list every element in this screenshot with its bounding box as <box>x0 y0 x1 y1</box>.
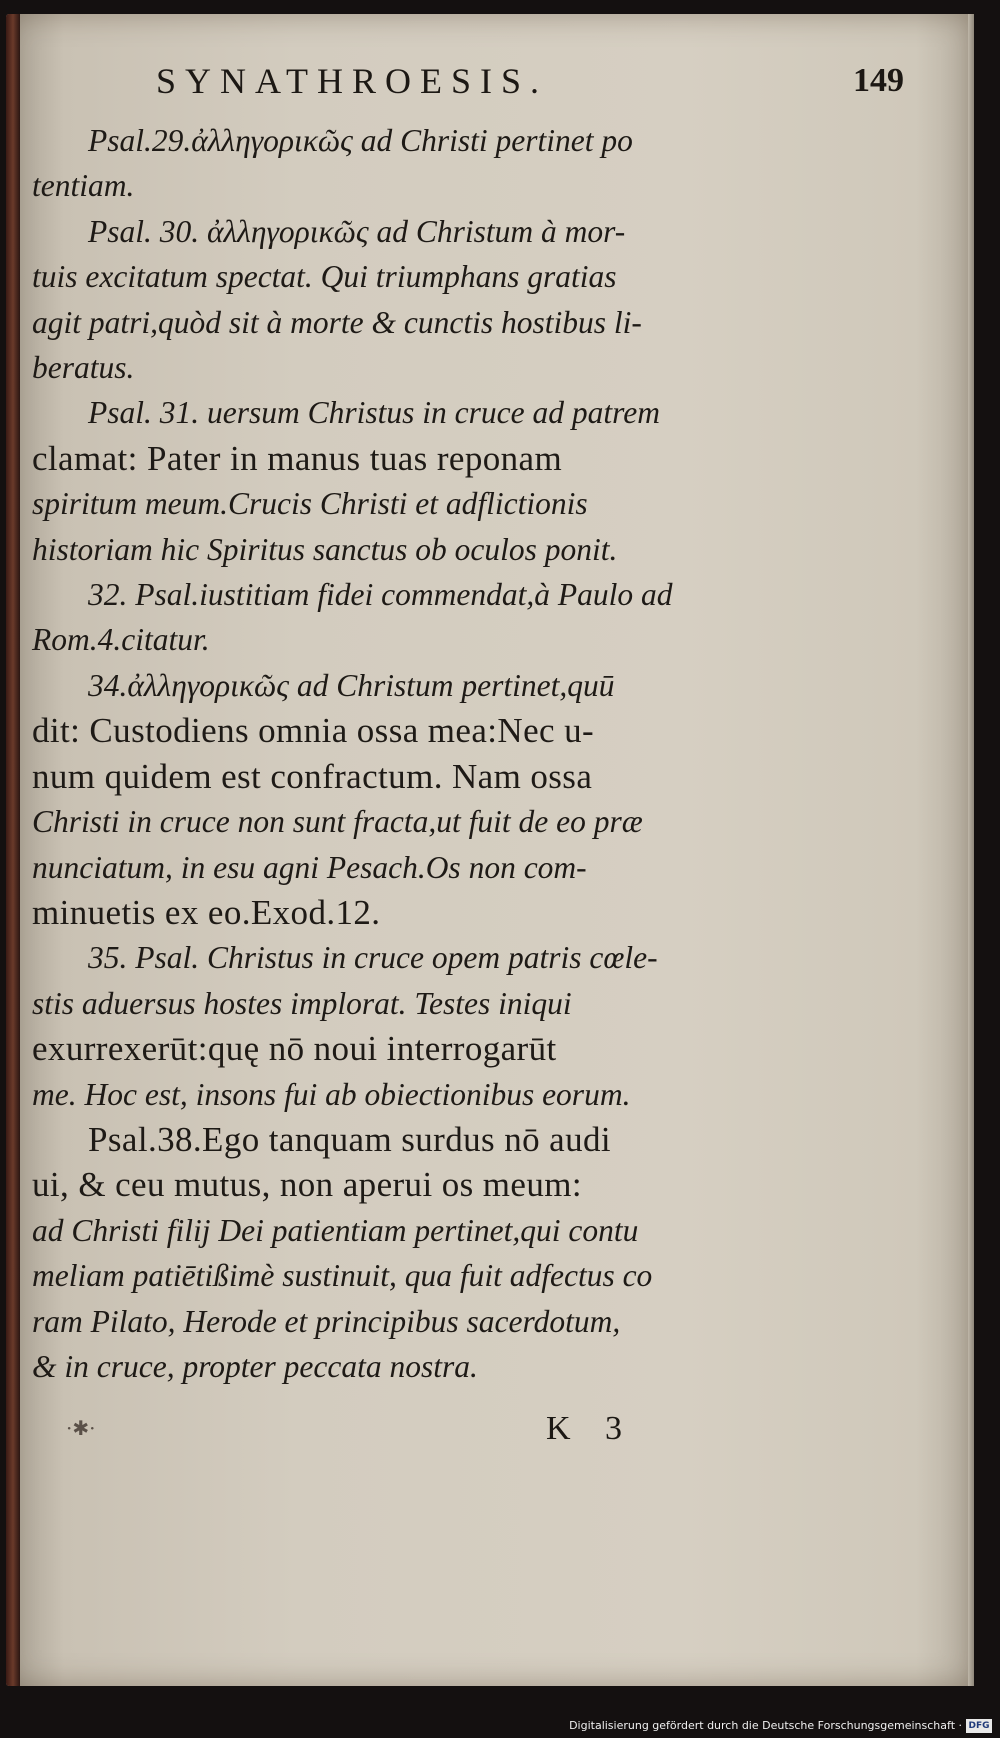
text-line: stis aduersus hostes implorat. Testes iniqui <box>32 985 572 1021</box>
text-line: Christi in cruce non sunt fracta,ut fuit de eo præ <box>32 804 643 840</box>
footer-bar <box>0 1698 1000 1738</box>
text-line: clamat: Pater in manus tuas reponam <box>32 438 563 478</box>
page-number: 149 <box>853 62 904 99</box>
main-text <box>32 118 756 1389</box>
paragraph-psalm-31 <box>32 390 756 572</box>
text-line: 35. Psal. Christus in cruce opem patris cœle- <box>88 940 658 976</box>
gathering-signature: K 3 <box>546 1410 623 1447</box>
text-line: Psal.29.ἀλληγορικῶς ad Christi pertinet po <box>88 123 633 158</box>
running-title: SYNATHROESIS. <box>156 61 549 101</box>
text-line: nunciatum, in esu agni Pesach.Os non com- <box>32 849 587 885</box>
text-line: beratus. <box>32 350 135 386</box>
paragraph-psalm-38 <box>32 1117 756 1389</box>
funding-credit: Digitalisierung gefördert durch die Deutsche Forschungsgemeinschaft · <box>569 1719 962 1732</box>
text-line: exurrexerūt:quę nō noui interrogarūt <box>32 1029 557 1069</box>
text-line: tuis excitatum spectat. Qui triumphans gratias <box>32 259 617 295</box>
text-line: ui, & ceu mutus, non aperui os meum: <box>32 1165 583 1205</box>
text-line: meliam patiētißimè sustinuit, qua fuit adfectus co <box>32 1258 653 1294</box>
text-line: ram Pilato, Herode et principibus sacerdotum, <box>32 1303 621 1339</box>
page-fore-edge <box>968 14 974 1686</box>
text-line: spiritum meum.Crucis Christi et adflictionis <box>32 486 588 522</box>
text-line: Psal.38.Ego tanquam surdus nō audi <box>88 1119 611 1159</box>
text-line: ad Christi filij Dei patientiam pertinet,qui contu <box>32 1212 639 1248</box>
paragraph-psalm-34 <box>32 663 756 935</box>
paragraph-psalm-29 <box>32 118 756 209</box>
paragraph-psalm-32 <box>32 572 756 663</box>
text-line: agit patri,quòd sit à morte & cunctis hostibus li- <box>32 304 642 340</box>
text-line: Psal. 30. ἀλληγορικῶς ad Christum à mor- <box>88 213 626 249</box>
binding-edge <box>6 14 20 1686</box>
paragraph-psalm-35 <box>32 935 756 1117</box>
text-line: minuetis ex eo.Exod.12. <box>32 892 381 932</box>
text-line: Rom.4.citatur. <box>32 622 210 658</box>
book-page <box>6 14 974 1686</box>
paragraph-psalm-30 <box>32 209 756 391</box>
page-header <box>46 54 914 124</box>
text-line: tentiam. <box>32 168 135 204</box>
text-line: Psal. 31. uersum Christus in cruce ad patrem <box>88 395 660 431</box>
text-line: dit: Custodiens omnia ossa mea:Nec u- <box>32 711 595 751</box>
signature-line <box>46 1410 786 1460</box>
text-line: 32. Psal.iustitiam fidei commendat,à Paulo ad <box>88 577 673 613</box>
text-line: historiam hic Spiritus sanctus ob oculos ponit. <box>32 531 618 567</box>
text-line: num quidem est confractum. Nam ossa <box>32 756 593 796</box>
ornament-mark: ·✱· <box>66 1416 96 1440</box>
dfg-logo: DFG <box>966 1719 992 1733</box>
text-line: 34.ἀλληγορικῶς ad Christum pertinet,quū <box>88 667 615 703</box>
text-line: me. Hoc est, insons fui ab obiectionibus eorum. <box>32 1076 631 1112</box>
text-line: & in cruce, propter peccata nostra. <box>32 1348 478 1384</box>
